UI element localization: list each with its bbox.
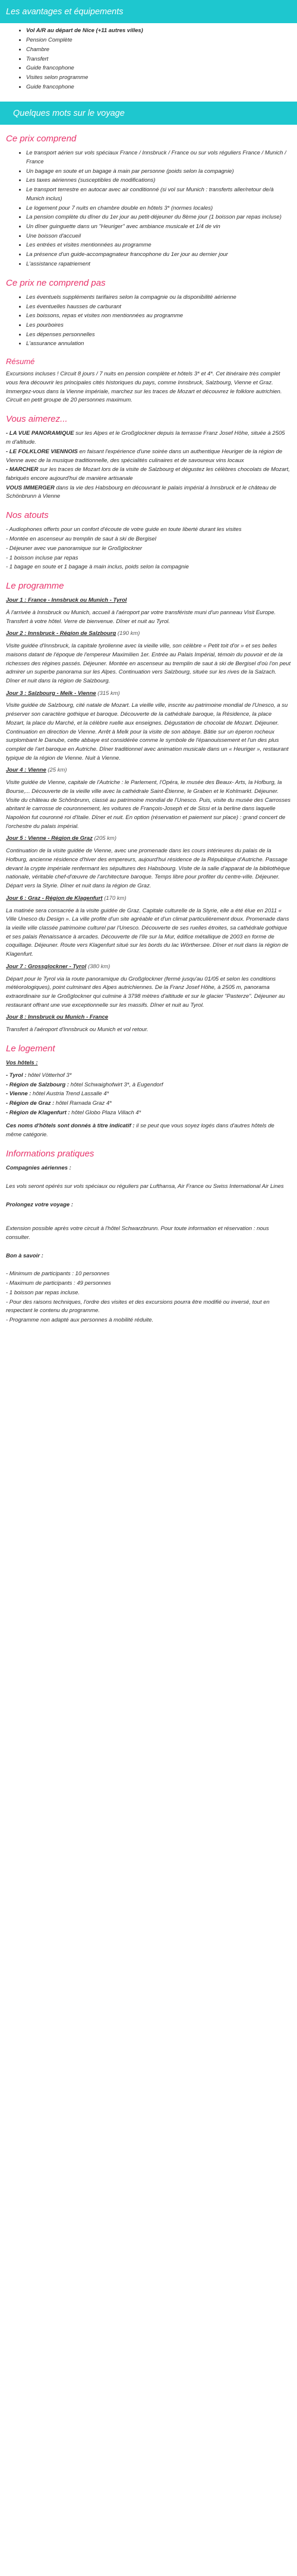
day-distance: (25 km): [46, 767, 67, 774]
hotels-list: [6, 1072, 291, 1118]
day-distance: (315 km): [96, 690, 120, 697]
prix-comprend-item: • La pension complète du dîner du 1er jour au petit-déjeuner du 8ème jour (1 boisson par repas incluse): [26, 213, 291, 222]
prolongez-label: Prolongez votre voyage :: [6, 1201, 73, 1208]
compagnies-label: Compagnies aériennes :: [6, 1165, 71, 1172]
resume-text: Excursions incluses ! Circuit 8 jours / 7 nuits en pension complète et hôtels 3* et 4*. Cet itinéraire très complet vous fera découvrir les principales cités historiques du pays, comme Innsbruck, Salzbourg, Vienne et Graz. Immergez-vous dans la Vienne impériale, marchez sur les traces de Mozart et découvrez le folklore autrichien. Circuit en petit groupe de 20 personnes maximum.: [6, 371, 282, 404]
resume-title: Résumé: [6, 357, 35, 366]
day-block: [6, 766, 291, 831]
aimerez-item: [6, 448, 291, 465]
aimerez-item: [6, 466, 291, 483]
day-block: [6, 835, 291, 890]
aimerez-item-lead: - LA VUE PANORAMIQUE: [6, 430, 74, 437]
prix-ne-comprend-title: Ce prix ne comprend pas: [6, 277, 106, 288]
prolongez-text: Extension possible après votre circuit à l'hôtel Schwarzbrunn. Pour toute information et réservation : nous consulter.: [6, 1225, 269, 1241]
day-text: Départ pour le Tyrol via la route panoramique du Großglockner (fermé jusqu'au 01/05 et selon les conditions météorologiques), point culminant des Alpes autrichiennes. De la Franz Josef Höhe, à 2505 m, panorama extraordinaire sur le Großglockner qui culmine à 3798 mètres d'altitude et sur le glacier "Pasterze". Déjeuner au restaurant offrant une vue exceptionnelle sur les massifs. Dîner et nuit au Tyrol.: [6, 975, 285, 1009]
hotels-note: [6, 1122, 291, 1139]
prix-ne-comprend-item: • Les dépenses personnelles: [26, 331, 291, 340]
bon-list: [6, 1270, 291, 1325]
prix-comprend-item: • L'assistance rapatriement: [26, 260, 291, 269]
day-text: Continuation de la visite guidée de Vienne, avec une promenade dans les cours intérieures du palais de la Hofburg, ancienne résidence d'hiver des empereurs, aujourd'hui résidence de la République d'Autriche. Passage devant la crypte impériale renfermant les sépultures des Habsbourg. Visite de la salle d'apparat de la bibliothèque nationale, véritable chef-d'œuvre de l'architecture baroque. Temps libre pour profiter du centre-ville. Déjeuner. Départ vers la Styrie. Dîner et nuit dans la région de Graz.: [6, 848, 290, 890]
hotel-name: hôtel Schwaighofwirt 3*, à Eugendorf: [69, 1081, 163, 1088]
prix-comprend-item: • Un dîner guinguette dans un "Heuriger" avec ambiance musicale et 1/4 de vin: [26, 223, 291, 232]
prix-ne-comprend-item: • L'assurance annulation: [26, 340, 291, 349]
aimerez-item-text: en faisant l'expérience d'une soirée dans un authentique Heuriger de la région de Vienne avec de la musique traditionnelle, des spécialités culinaires et de savoureux vins locaux: [6, 448, 283, 464]
day-title: Jour 5 : Vienne - Région de Graz: [6, 835, 93, 842]
day-text: Transfert à l'aéroport d'Innsbruck ou Munich et vol retour.: [6, 1026, 148, 1033]
bon-label: Bon à savoir :: [6, 1252, 43, 1259]
bon-item: - Programme non adapté aux personnes à mobilité réduite.: [6, 1317, 154, 1324]
avantages-list: [6, 27, 291, 91]
aimerez-item-text: sur les Alpes et le Großglockner depuis la terrasse Franz Josef Höhe, située à 2505 m d'altitude.: [6, 430, 285, 446]
aimerez-item: [6, 429, 291, 447]
day-text: Visite guidée d'Innsbruck, la capitale tyrolienne avec la vieille ville, son célèbre « Petit toit d'or » et ses belles maisons datant de l'époque de l'empereur Maximilien 1er. Entrée au Palais Impérial, témoin du pouvoir et de la richesses des régines passés. Déjeuner. Montée en ascenseur au tremplin de saut à ski de Bergisel d'où l'on peut admirer un superbe panorama sur les Alpes. Continuation vers Salzbourg, située sur les rives de la Salzach. Dîner et nuit dans la région de Salzbourg.: [6, 643, 291, 684]
prix-comprend-item: • Le transport terrestre en autocar avec air conditionné (si vol sur Munich : transferts aller/retour de/à Munich inclus): [26, 186, 291, 203]
hotel-region: - Région de Graz :: [6, 1099, 55, 1107]
avantage-item: • Guide francophone: [26, 83, 291, 92]
hotel-item: [6, 1072, 291, 1080]
day-distance: (190 km): [116, 630, 140, 637]
logement-title: Le logement: [6, 1043, 55, 1054]
prix-comprend-item: • Les entrées et visites mentionnées au programme: [26, 241, 291, 250]
avantage-item: • Transfert: [26, 55, 291, 64]
hotel-name: hôtel Globo Plaza Villach 4*: [69, 1109, 141, 1116]
bon-item: - Maximum de participants : 49 personnes: [6, 1280, 111, 1287]
hotels-note-lead: Ces noms d'hôtels sont donnés à titre indicatif :: [6, 1123, 135, 1130]
prix-comprend-item: • Les taxes aériennes (susceptibles de modifications): [26, 176, 291, 185]
voyage-section: [0, 132, 297, 1325]
prix-comprend-item: • Une boisson d'accueil: [26, 232, 291, 241]
infos-title: Informations pratiques: [6, 1148, 94, 1159]
day-distance: (380 km): [86, 963, 110, 970]
prix-comprend-item: • La présence d'un guide-accompagnateur francophone du 1er jour au dernier jour: [26, 251, 291, 260]
day-title: Jour 1 : France - Innsbruck ou Munich - Tyrol: [6, 597, 127, 604]
day-block: [6, 596, 291, 626]
atout-item: - 1 boisson incluse par repas: [6, 554, 78, 561]
banner-avantages: Les avantages et équipements: [0, 0, 297, 23]
aimerez-item-lead: - LE FOLKLORE VIENNOIS: [6, 448, 78, 455]
prix-ne-comprend-item: • Les éventuelles hausses de carburant: [26, 303, 291, 312]
atout-item: - Audiophones offerts pour un confort d'écoute de votre guide en toute liberté durant les visites: [6, 526, 242, 533]
aimerez-title: Vous aimerez...: [6, 414, 68, 425]
hotel-item: [6, 1081, 291, 1090]
banner-quelques-mots: Quelques mots sur le voyage: [0, 102, 297, 125]
atouts-title: Nos atouts: [6, 510, 49, 521]
day-text: À l'arrivée à Innsbruck ou Munich, accueil à l'aéroport par votre transfériste muni d'un panneau Visit Europe. Transfert à votre hôtel. Verre de bienvenue. Dîner et nuit au Tyrol.: [6, 609, 276, 625]
aimerez-item-lead: VOUS IMMERGER: [6, 484, 55, 491]
avantage-item: • Pension Complète: [26, 36, 291, 45]
prix-comprend-title: Ce prix comprend: [6, 133, 77, 144]
atout-item: - Montée en ascenseur au tremplin de saut à ski de Bergisel: [6, 536, 156, 543]
bon-item: - 1 boisson par repas incluse.: [6, 1289, 80, 1296]
day-text: Visite guidée de Salzbourg, cité natale de Mozart. La vieille ville, inscrite au patrimoine mondial de l'Unesco, a su préserver son caractère gothique et baroque. Découverte de la cathédrale baroque, la Résidence, la place Mozart, la place du Marché, et la célèbre ruelle aux enseignes. Dégustation de chocolat de Mozart. Déjeuner. Continuation en direction de Vienne. Arrêt à Melk pour la visite de son abbaye. Bâtie sur un éperon rocheux surplombant le Danube, cette abbaye est considérée comme le symbole de l'épanouissement et l'un des plus complet de l'art baroque en Autriche. Dîner traditionnel avec animation musicale dans un « Heuriger », restaurant typique de la région de Vienne. Nuit à Vienne.: [6, 702, 289, 761]
day-block: [6, 630, 291, 685]
aimerez-item: [6, 484, 291, 501]
hotel-name: hôtel Ramada Graz 4*: [54, 1099, 112, 1107]
day-block: [6, 963, 291, 1010]
day-title: Jour 2 : Innsbruck - Région de Salzbourg: [6, 630, 116, 637]
day-title: Jour 7 : Grossglockner - Tyrol: [6, 963, 87, 970]
hotel-region: - Région de Klagenfurt :: [6, 1109, 70, 1116]
bon-item: - Pour des raisons techniques, l'ordre des visites et des excursions pourra être modifié ou inversé, tout en respectant le contenu du programme.: [6, 1298, 270, 1314]
aimerez-item-text: dans la vie des Habsbourg en découvrant le palais impérial à Innsbruck et le château de Schönbrunn à Vienne: [6, 484, 277, 500]
prix-comprend-item: • Le logement pour 7 nuits en chambre double en hôtels 3* (normes locales): [26, 204, 291, 213]
hotel-item: [6, 1099, 291, 1108]
aimerez-item-text: sur les traces de Mozart lors de la visite de Salzbourg et dégustez les célèbres chocolats de Mozart, fabriqués encore aujourd'hui de manière artisanale: [6, 466, 290, 482]
avantage-item: • Guide francophone: [26, 64, 291, 73]
hotel-item: [6, 1109, 291, 1118]
bon-item: - Minimum de participants : 10 personnes: [6, 1270, 110, 1278]
hotel-item: [6, 1090, 291, 1099]
compagnies-text: Les vols seront opérés sur vols spéciaux ou réguliers par Lufthansa, Air France ou Swiss International Air Lines: [6, 1183, 284, 1190]
hotel-name: hôtel Vötterhof 3*: [26, 1072, 72, 1079]
prix-ne-comprend-list: [6, 293, 291, 349]
day-block: [6, 895, 291, 959]
hotels-label: Vos hôtels :: [6, 1060, 38, 1067]
day-text: La matinée sera consacrée à la visite guidée de Graz. Capitale culturelle de la Styrie, elle a été élue en 2011 « Ville Unesco du Design ». La ville profite d'un site agréable et d'un climat particulièrement doux. Promenade dans la vieille ville classée patrimoine culturel par l'Unesco. Découverte de ses ruelles étroites, sa cathédrale gothique et ses palais Renaissance à arcades. Découverte de l'île sur la Mur, édifice métallique de 2003 en forme de coquillage. Déjeuner. Route vers Klagenfurt situé sur les bords du lac Wörthersee. Dîner et nuit dans la région de Klagenfurt.: [6, 907, 289, 958]
day-title: Jour 3 : Salzbourg - Melk - Vienne: [6, 690, 96, 697]
day-distance: (170 km): [102, 895, 127, 902]
avantage-item: • Chambre: [26, 46, 291, 55]
hotel-region: - Tyrol :: [6, 1072, 27, 1079]
day-distance: (205 km): [92, 835, 116, 842]
prix-comprend-list: [6, 149, 291, 268]
avantage-item: • Vol A/R au départ de Nice (+11 autres villes): [26, 27, 291, 36]
atout-item: - Déjeuner avec vue panoramique sur le Großglockner: [6, 545, 143, 552]
day-title: Jour 4 : Vienne: [6, 767, 46, 774]
programme-title: Le programme: [6, 580, 64, 591]
prix-ne-comprend-item: • Les boissons, repas et visites non mentionnées au programme: [26, 312, 291, 321]
hotel-region: - Vienne :: [6, 1091, 31, 1098]
day-text: Visite guidée de Vienne, capitale de l'Autriche : le Parlement, l'Opéra, le musée des Beaux- Arts, la Hofburg, la Bourse,... Découverte de la vieille ville avec la cathédrale Saint-Étienne, le Graben et le Kohlmarkt. Déjeuner. Visite du château de Schönbrunn, classé au patrimoine mondial de l'Unesco. Puis, visite du musée des Carrosses abritant le carrosse de couronnement, les voitures de François-Joseph et de Sissi et la berline dans laquelle Napoléon fut couronné roi d'Italie. Dîner et nuit. En option (réservation et paiement sur place) : grand concert de l'orchestre du palais impérial.: [6, 779, 291, 830]
hotels-note-text: il se peut que vous soyez logés dans d'autres hôtels de même catégorie.: [6, 1123, 274, 1139]
aimerez-item-lead: - MARCHER: [6, 466, 39, 473]
day-block: [6, 690, 291, 763]
hotel-region: - Région de Salzbourg :: [6, 1081, 69, 1088]
day-block: [6, 1013, 291, 1034]
aimerez-list: [6, 429, 291, 501]
prix-comprend-item: • Le transport aérien sur vols spéciaux France / Innsbruck / France ou sur vols réguliers France / Munich / France: [26, 149, 291, 166]
atouts-list: [6, 526, 291, 572]
prix-ne-comprend-item: • Les pourboires: [26, 321, 291, 330]
prix-comprend-item: • Un bagage en soute et un bagage à main par personne (poids selon la compagnie): [26, 167, 291, 176]
prix-ne-comprend-item: • Les éventuels suppléments tarifaires selon la compagnie ou la disponibilité aérienne: [26, 293, 291, 302]
avantage-item: • Visites selon programme: [26, 74, 291, 83]
avantages-section: [0, 27, 297, 91]
atout-item: - 1 bagage en soute et 1 bagage à main inclus, poids selon la compagnie: [6, 564, 189, 571]
day-title: Jour 6 : Graz - Région de Klagenfurt: [6, 895, 103, 902]
day-title: Jour 8 : Innsbruck ou Munich - France: [6, 1014, 109, 1021]
hotel-name: hôtel Austria Trend Lassalle 4*: [31, 1091, 109, 1098]
